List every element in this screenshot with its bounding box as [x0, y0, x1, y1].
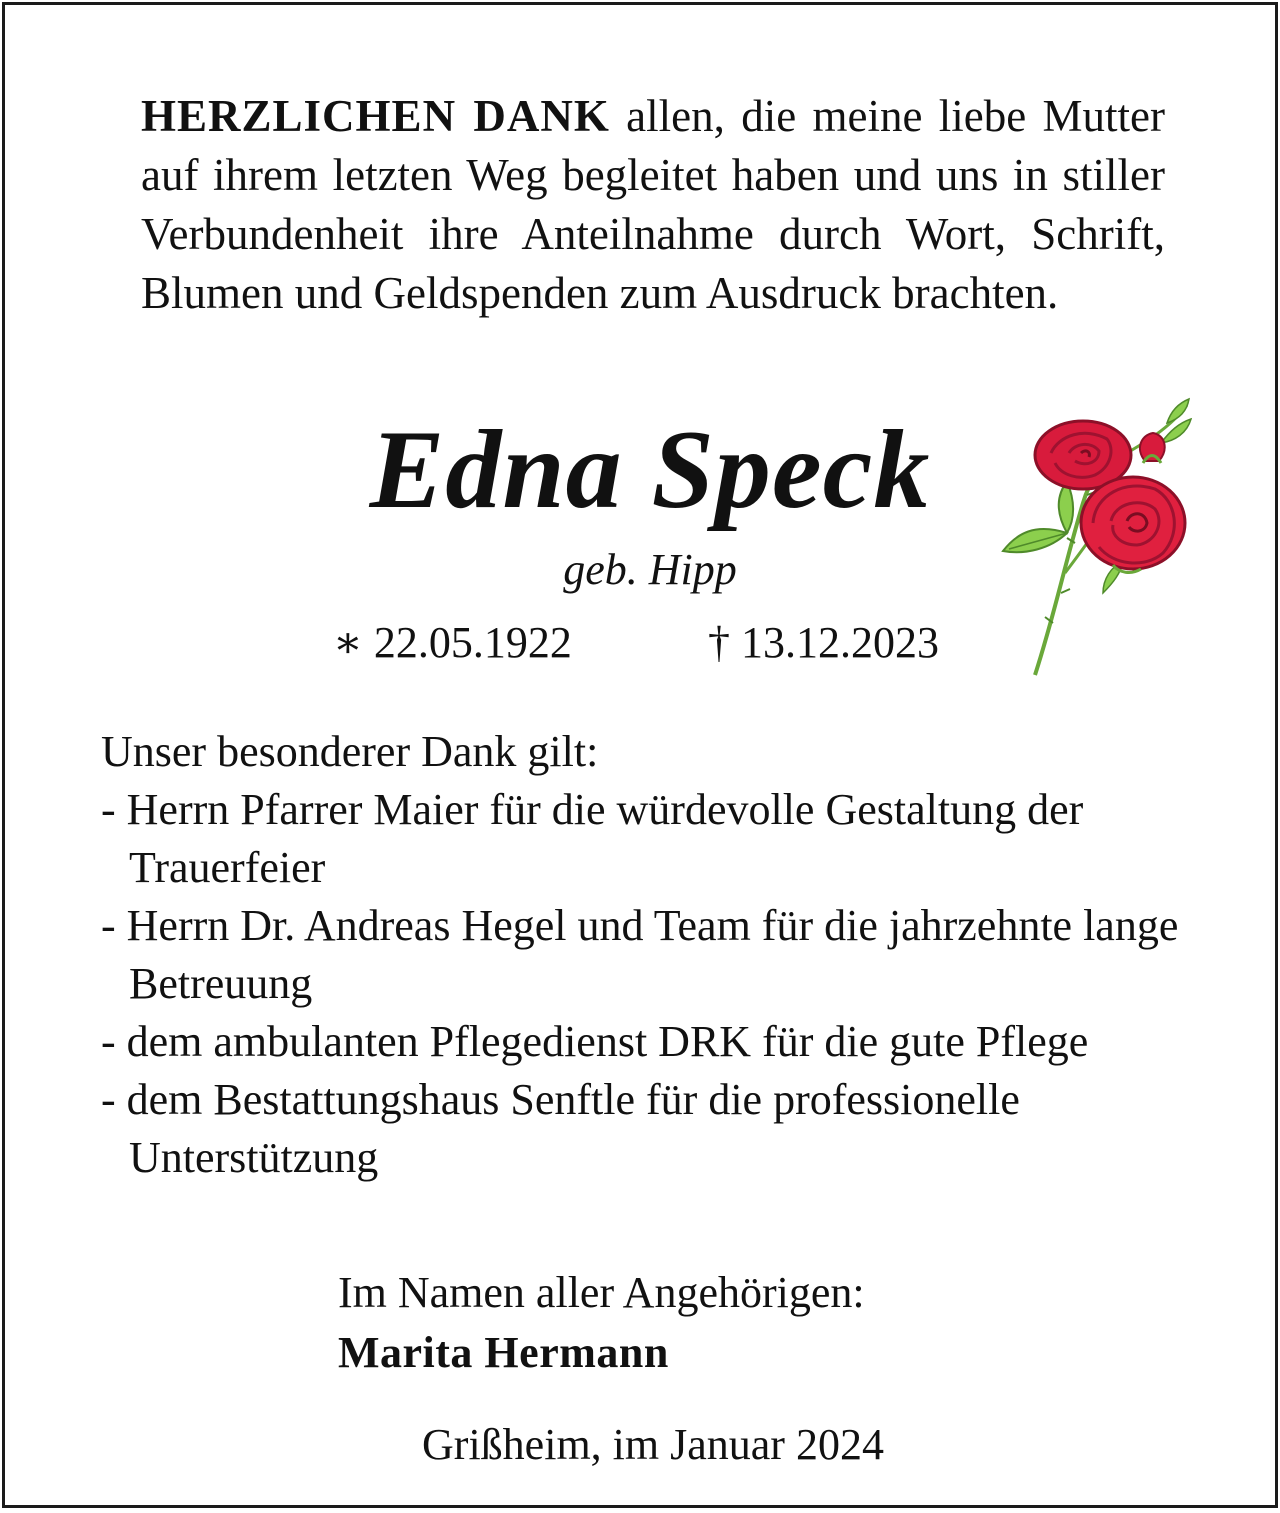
birth-date: ∗ 22.05.1922 — [333, 618, 572, 667]
obituary-frame — [2, 2, 1278, 1508]
special-thanks — [101, 723, 1221, 1187]
intro-text: allen, die meine liebe Mutter auf ihrem letzten Weg begleitet haben und uns in stiller Verbundenheit ihre Anteilnahme durch Wort, Schrift, Blumen und Geldspenden zum Ausdruck brachten. — [141, 91, 1165, 318]
red-rose-icon — [995, 383, 1205, 683]
death-date: † 13.12.2023 — [708, 618, 939, 667]
signature-line: Im Namen aller Angehörigen: — [338, 1268, 865, 1317]
signature-block — [338, 1263, 865, 1383]
thanks-item: - dem ambulanten Pflegedienst DRK für die gute Pflege — [101, 1017, 1089, 1066]
deceased-name: Edna Speck — [369, 408, 931, 532]
intro-lead: HERZLICHEN DANK — [141, 91, 610, 141]
maiden-name: geb. Hipp — [563, 545, 737, 594]
intro-paragraph — [141, 87, 1165, 323]
thanks-heading: Unser besonderer Dank gilt: — [101, 727, 599, 776]
thanks-item: - Herrn Dr. Andreas Hegel und Team für die jahrzehnte lange Betreuung — [101, 901, 1179, 1008]
thanks-item: - Herrn Pfarrer Maier für die würdevolle Gestaltung der Trauerfeier — [101, 785, 1084, 892]
place-date: Grißheim, im Januar 2024 — [422, 1420, 884, 1469]
signer-name: Marita Hermann — [338, 1328, 669, 1377]
thanks-item: - dem Bestattungshaus Senftle für die professionelle Unterstützung — [101, 1075, 1020, 1182]
